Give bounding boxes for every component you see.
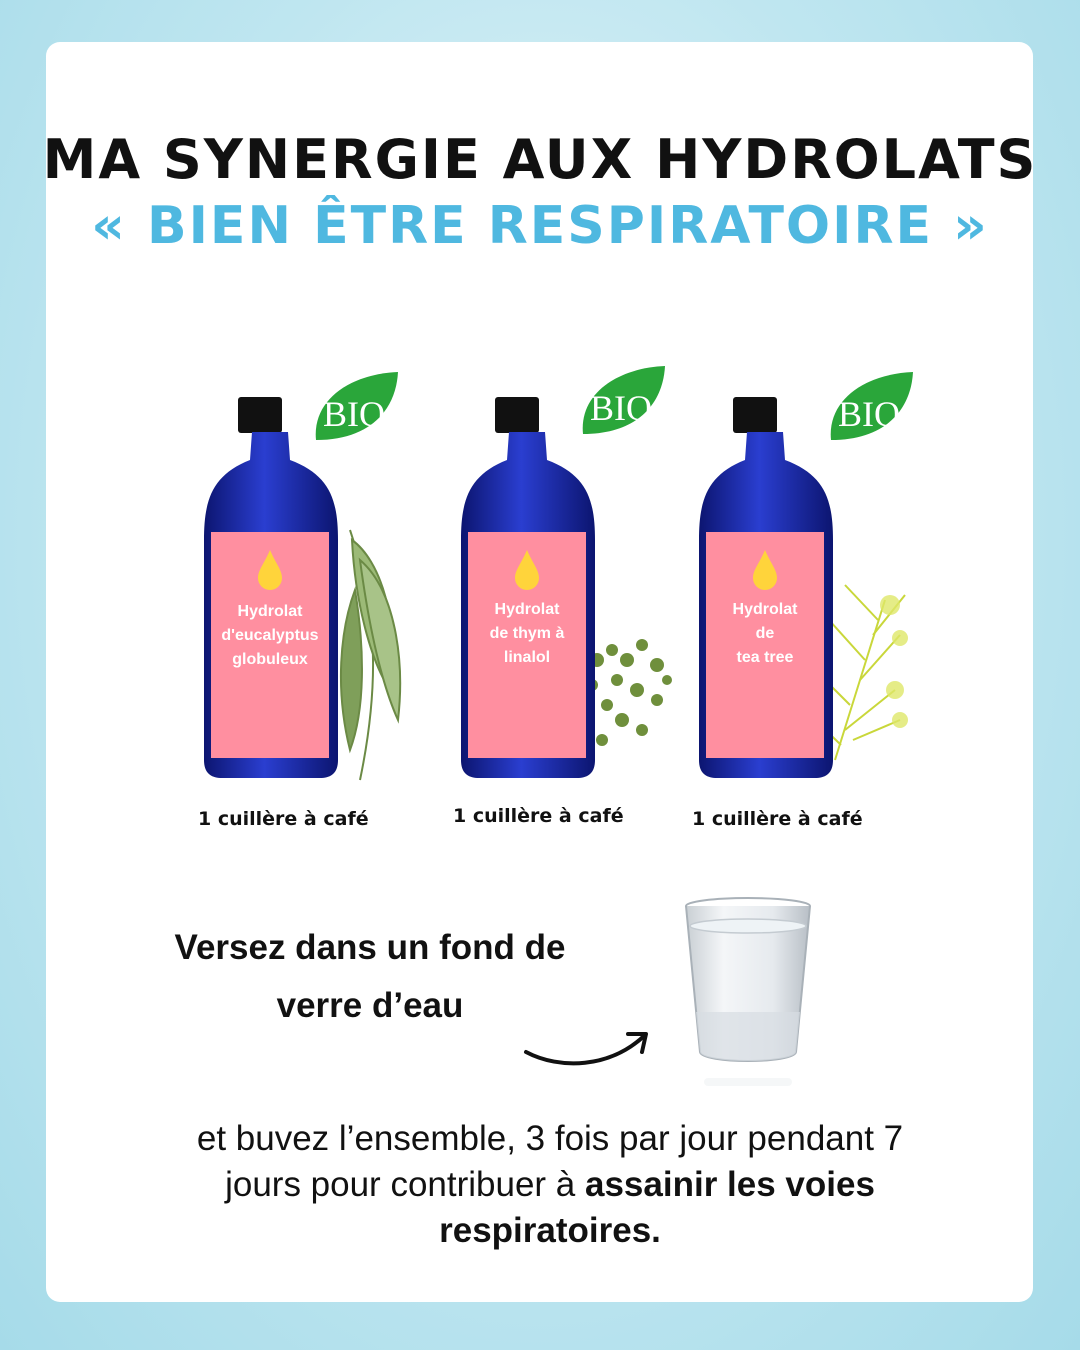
label-line: tea tree (736, 649, 794, 666)
final-text-regular: et buvez l’ensemble, 3 fois par jour pendant 7 jours pour contribuer à (196, 1119, 904, 1204)
title-line-2: « BIEN ÊTRE RESPIRATOIRE » (91, 196, 989, 256)
bio-badge-icon (825, 370, 917, 446)
instruction-line-2: verre d’eau (276, 986, 464, 1025)
bio-badge-text: BIO (323, 394, 385, 434)
bio-badge-text: BIO (590, 388, 652, 428)
product-thyme (457, 360, 717, 820)
final-text-bold: assainir les voies respiratoires. (439, 1165, 875, 1250)
product-tea-tree (695, 360, 955, 820)
label-line: Hydrolat (494, 601, 560, 618)
label-line: de (755, 625, 775, 642)
label-line: Hydrolat (732, 601, 798, 618)
dose-tea-tree: 1 cuillère à café (692, 808, 863, 830)
label-line: d'eucalyptus (221, 627, 319, 644)
instruction-line-1: Versez dans un fond de (174, 928, 566, 967)
label-line: de thym à (489, 625, 565, 642)
bio-badge-icon (577, 364, 669, 440)
label-eucalyptus (211, 600, 329, 672)
title-line-1: MA SYNERGIE AUX HYDROLATS (42, 128, 1038, 191)
curved-arrow-icon (520, 1022, 660, 1082)
dose-eucalyptus: 1 cuillère à café (198, 808, 369, 830)
dose-thyme: 1 cuillère à café (453, 805, 624, 827)
water-glass-icon (682, 892, 814, 1088)
label-tea-tree (706, 598, 824, 670)
product-eucalyptus (200, 360, 460, 820)
label-line: linalol (503, 649, 551, 666)
label-thyme (468, 598, 586, 670)
bio-badge-text: BIO (838, 394, 900, 434)
label-line: Hydrolat (237, 603, 303, 620)
bio-badge-icon (310, 370, 402, 446)
label-line: globuleux (232, 651, 308, 668)
final-instruction (160, 1116, 940, 1254)
